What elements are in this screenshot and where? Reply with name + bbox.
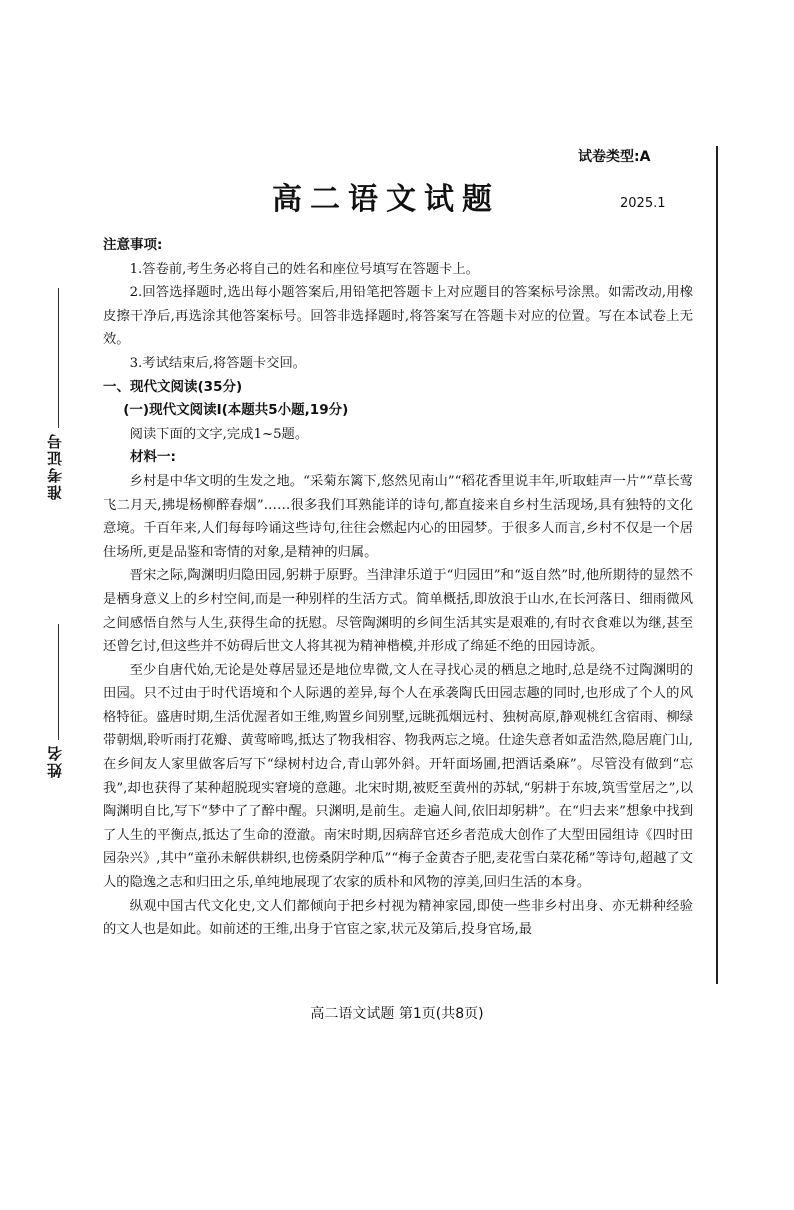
exam-type-label: 试卷类型:A (578, 149, 651, 165)
page-footer: 高二语文试题 第1页(共8页) (310, 1006, 484, 1022)
notice-item-2: 2.回答选择题时,选出每小题答案后,用铅笔把答题卡上对应题目的答案标号涂黑。如需改动,用橡皮擦干净后,再选涂其他答案标号。回答非选择题时,将答案写在答题卡对应的位置。写在本试卷上无效。 (103, 285, 693, 348)
subsection-heading: (一)现代文阅读Ⅰ(本题共5小题,19分) (123, 402, 349, 419)
section-heading: 一、现代文阅读(35分) (103, 378, 243, 395)
passage-paragraph: 至少自唐代始,无论是处尊居显还是地位卑微,文人在寻找心灵的栖息之地时,总是绕不过陶渊明的田园。只不过由于时代语境和个人际遇的差异,每个人在承袭陶氏田园志趣的同时,也形成了个人的风格特征。盛唐时期,生活优渥者如王维,购置乡间别墅,远眺孤烟远村、独树高原,静观桃红含宿雨、柳绿带朝烟,聆听雨打花瓣、黄莺啼鸣,抵达了物我相容、物我两忘之境。仕途失意者如孟浩然,隐居鹿门山,在乡间友人家里做客后写下“绿树村边合,青山郭外斜。开轩面场圃,把酒话桑麻”。尽管没有做到“忘我”,却也获得了某种超脱现实窘境的意趣。北宋时期,被贬至黄州的苏轼,“躬耕于东坡,筑雪堂居之”,以陶渊明自比,写下“梦中了了醉中醒。只渊明,是前生。走遍人间,依旧却躬耕”。在“归去来”想象中找到了人生的平衡点,抵达了生命的澄澈。南宋时期,因病辞官还乡者范成大创作了大型田园组诗《四时田园杂兴》,其中“童孙未解供耕织,也傍桑阴学种瓜”“梅子金黄杏子肥,麦花雪白菜花稀”等诗句,超越了文人的隐逸之志和归田之乐,单纯地展现了农家的质朴和风物的淳美,回归生活的本身。 (103, 662, 693, 891)
reading-instruction: 阅读下面的文字,完成1~5题。 (129, 426, 309, 442)
passage-paragraph: 乡村是中华文明的生发之地。“采菊东篱下,悠然见南山”“稻花香里说丰年,听取蛙声一片”“草长莺飞二月天,拂堤杨柳醉春烟”……很多我们耳熟能详的诗句,都直接来自乡村生活现场,具有独特的文化意境。千百年来,人们每每吟诵这些诗句,往往会燃起内心的田园梦。于很多人而言,乡村不仅是一个居住场所,更是品鉴和寄情的对象,是精神的归属。 (103, 473, 693, 560)
name-line (58, 624, 59, 740)
exam-date: 2025.1 (620, 196, 666, 211)
passage-paragraph: 纵观中国古代文化史,文人们都倾向于把乡村视为精神家园,即使一些非乡村出身、亦无耕种经验的文人也是如此。如前述的王维,出身于官宦之家,状元及第后,投身官场,最 (103, 898, 693, 938)
ticket-number-label: 准考证号 (46, 432, 64, 500)
margin-rule (716, 146, 718, 984)
material-label: 材料一: (130, 449, 176, 466)
notice-item-1: 1.答卷前,考生务必将自己的姓名和座位号填写在答题卡上。 (129, 261, 479, 277)
page-title: 高二语文试题 (272, 182, 500, 217)
name-label: 姓名 (46, 744, 64, 778)
notice-heading: 注意事项: (103, 237, 163, 253)
exam-body (103, 234, 693, 942)
ticket-number-line (58, 288, 59, 428)
passage-paragraph: 晋宋之际,陶渊明归隐田园,躬耕于原野。当津津乐道于“归园田”和“返自然”时,他所期待的显然不是栖身意义上的乡村空间,而是一种别样的生活方式。简单概括,即放浪于山水,在长河落日、细雨微风之间感悟自然与人生,获得生命的抚慰。尽管陶渊明的乡间生活其实是艰难的,有时衣食难以为继,甚至还曾乞讨,但这些并不妨碍后世文人将其视为精神楷模,并形成了绵延不绝的田园诗派。 (103, 568, 693, 655)
notice-item-3: 3.考试结束后,将答题卡交回。 (129, 355, 307, 371)
